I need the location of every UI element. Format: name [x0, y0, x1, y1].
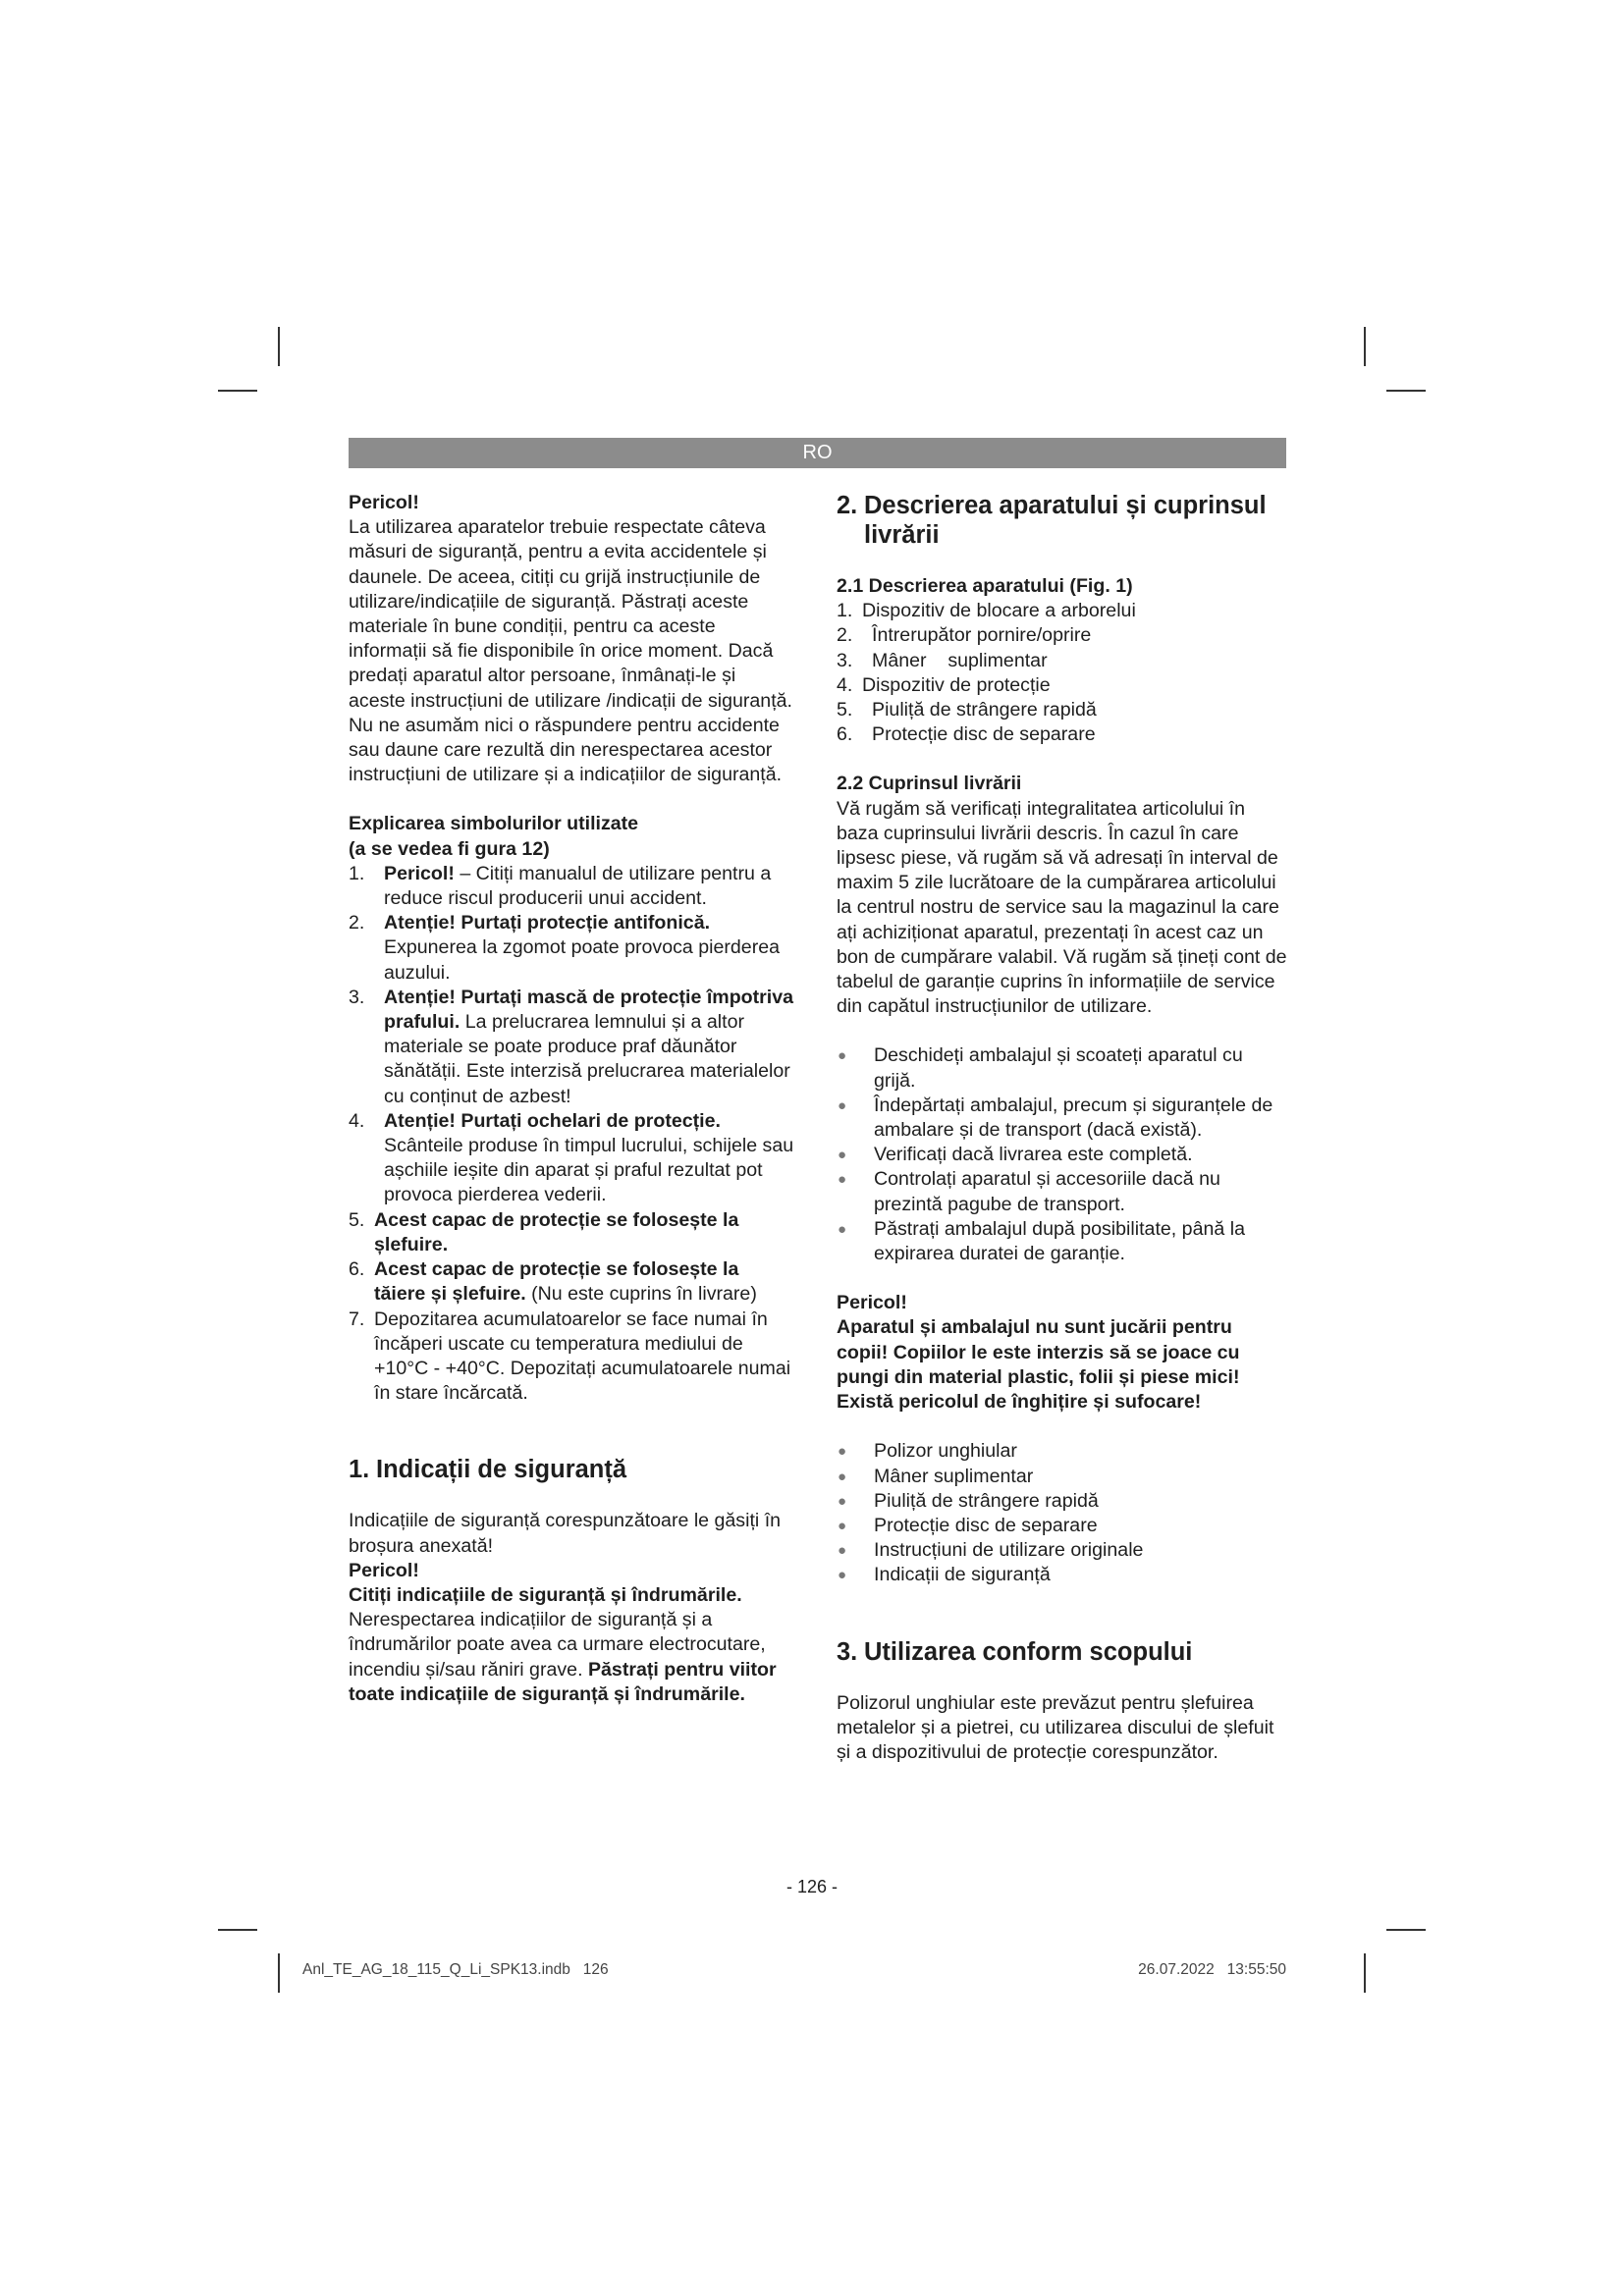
crop-mark — [1386, 1929, 1426, 1931]
section-3-heading: 3. Utilizarea conform scopului — [837, 1637, 1193, 1666]
crop-mark — [278, 327, 280, 366]
left-column — [349, 491, 795, 1707]
footer-file: Anl_TE_AG_18_115_Q_Li_SPK13.indb 126 — [302, 1961, 609, 1978]
bullet-icon: ● — [838, 1468, 847, 1485]
bullet-icon: ● — [838, 1047, 847, 1065]
device-part: 5. Piuliță de strângere rapidă — [837, 699, 1097, 721]
bullet-icon: ● — [838, 1517, 847, 1534]
section-3-text: Polizorul unghiular este prevăzut pentru șlefuirea metalelor și a pietrei, cu utilizarea discului de șlefuit și a dispozitivului de protecție corespunzător. — [837, 1691, 1274, 1763]
language-code: RO — [802, 442, 833, 463]
bullet-icon: ● — [838, 1492, 847, 1510]
right-column — [837, 491, 1288, 1765]
section-2-2-heading: 2.2 Cuprinsul livrării — [837, 773, 1022, 795]
device-part: 2. Întrerupător pornire/oprire — [837, 624, 1092, 647]
section-2-2-text: Vă rugăm să verificați integralitatea articolului în baza cuprinsului livrării descris. În cazul în care lipsesc piese, vă rugăm să vă adresați în interval de maxim 5 zile lucrătoare de la cumpărarea articolului la centrul nostru de service sau la magazinul la care ați achiziționat aparatul, prezentați în acest caz un bon de cumpărare valabil. Vă rugăm să țineți cont de tabelul de garanție cuprins în informațiile de service din capătul instrucțiunilor de utilizare. — [837, 797, 1287, 1018]
bullet-icon: ● — [838, 1171, 847, 1189]
bullet-icon: ● — [838, 1220, 847, 1238]
device-part: 6. Protecție disc de separare — [837, 723, 1096, 746]
device-part: 1. Dispozitiv de blocare a arborelui — [837, 600, 1136, 622]
delivery-item: ● Piuliță de strângere rapidă — [837, 1489, 1288, 1514]
unpacking-step: ● Deschideți ambalajul și scoateți aparatul cu grijă. — [838, 1044, 1243, 1092]
delivery-item: ● Mâner suplimentar — [837, 1465, 1288, 1489]
symbol-item: 6. Acest capac de protecție se folosește la tăiere și șlefuire. (Nu este cuprins în livrare) — [349, 1258, 757, 1306]
delivery-contents-list — [837, 1439, 1288, 1587]
symbols-title-2: (a se vedea fi gura 12) — [349, 837, 550, 860]
delivery-item: ● Indicații de siguranță — [837, 1563, 1288, 1587]
intro-title: Pericol! — [349, 492, 419, 513]
crop-mark — [218, 390, 257, 392]
section-1-paragraph: Nerespectarea indicațiilor de siguranță și a îndrumărilor poate avea ca urmare electrocutare, incendiu și/sau răniri grave. Păstrați pentru viitor toate indicațiile de siguranță și îndrumările. — [349, 1609, 777, 1705]
crop-mark — [278, 1953, 280, 1993]
crop-mark — [218, 1929, 257, 1931]
crop-mark — [1386, 390, 1426, 392]
unpacking-step: ● Controlați aparatul și accesoriile dacă nu prezintă pagube de transport. — [838, 1168, 1220, 1215]
unpacking-list — [837, 1043, 1288, 1266]
danger-title: Pericol! — [837, 1292, 907, 1314]
delivery-item: ● Instrucțiuni de utilizare originale — [837, 1538, 1288, 1563]
unpacking-step: ● Păstrați ambalajul după posibilitate, până la expirarea duratei de garanție. — [838, 1217, 1245, 1265]
symbol-item: 1. Pericol! – Citiți manualul de utilizare pentru a reduce riscul producerii unui accident. — [349, 862, 772, 910]
danger-text: Aparatul și ambalajul nu sunt jucării pentru copii! Copiilor le este interzis să se joace cu pungi din material plastic, folii și piese mici! Există pericolul de înghițire și sufocare! — [837, 1316, 1240, 1414]
symbols-title-1: Explicarea simbolurilor utilizate — [349, 813, 639, 835]
crop-mark — [1364, 1953, 1366, 1993]
crop-mark — [1364, 327, 1366, 366]
symbol-item: 3. Atenție! Purtați mască de protecție împotriva prafului. La prelucrarea lemnului și a altor materiale se poate produce praf dăunător sănătății. Este interzisă prelucrarea materialelor cu conținut de azbest! — [349, 986, 794, 1107]
section-1-bold: Citiți indicațiile de siguranță și îndrumările. — [349, 1583, 742, 1606]
symbols-list — [349, 862, 795, 1406]
bullet-icon: ● — [838, 1443, 847, 1461]
symbol-item: 4. Atenție! Purtați ochelari de protecție. Scânteile produse în timpul lucrului, schijele sau așchiile ieșite din aparat și praful rezultat pot provoca pierderea vederii. — [349, 1109, 794, 1206]
section-2-1-heading: 2.1 Descrierea aparatului (Fig. 1) — [837, 575, 1133, 597]
device-part: 4. Dispozitiv de protecție — [837, 673, 1051, 696]
device-part: 3. Mâner suplimentar — [837, 649, 1048, 671]
symbol-item: 5. Acest capac de protecție se folosește la șlefuire. — [349, 1208, 739, 1255]
unpacking-step: ● Îndepărtați ambalajul, precum și siguranțele de ambalare și de transport (dacă există). — [838, 1094, 1273, 1142]
symbol-item: 7. Depozitarea acumulatoarelor se face numai în încăperi uscate cu temperatura mediului de +10°C - +40°C. Depozitați acumulatoarele numai în stare încărcată. — [349, 1308, 791, 1405]
section-1-text: Indicațiile de siguranță corespunzătoare le găsiți în broșura anexată! — [349, 1510, 782, 1557]
device-parts-list — [837, 599, 1288, 747]
language-header — [349, 438, 1286, 468]
bullet-icon: ● — [838, 1542, 847, 1560]
delivery-item: ● Protecție disc de separare — [837, 1514, 1288, 1538]
section-1-heading: 1. Indicații de siguranță — [349, 1456, 627, 1484]
bullet-icon: ● — [838, 1567, 847, 1584]
delivery-item: ● Polizor unghiular — [837, 1439, 1288, 1464]
section-1-danger: Pericol! — [349, 1559, 419, 1581]
bullet-icon: ● — [838, 1096, 847, 1114]
symbol-item: 2. Atenție! Purtați protecție antifonică. Expunerea la zgomot poate provoca pierderea auzului. — [349, 912, 781, 984]
section-2-heading: 2. Descrierea aparatului și cuprinsul livrării — [837, 492, 1267, 549]
footer-timestamp: 26.07.2022 13:55:50 — [1138, 1961, 1286, 1978]
page-number: - 126 - — [785, 1877, 839, 1896]
intro-text: La utilizarea aparatelor trebuie respectate câteva măsuri de siguranță, pentru a evita accidentele și daunele. De aceea, citiți cu grijă instrucțiunile de utilizare/indicațiile de siguranță. Păstrați aceste materiale în bune condiții, pentru ca aceste informații să fie disponibile în orice moment. Dacă predați aparatul altor persoane, înmânați-le și aceste instrucțiuni de utilizare /indicații de siguranță. Nu ne asumăm nici o răspundere pentru accidente sau daune care rezultă din nerespectarea acestor instrucțiuni de utilizare și a indicațiilor de siguranță. — [349, 516, 792, 786]
bullet-icon: ● — [838, 1147, 847, 1164]
unpacking-step: ● Verificați dacă livrarea este completă. — [837, 1143, 1288, 1167]
